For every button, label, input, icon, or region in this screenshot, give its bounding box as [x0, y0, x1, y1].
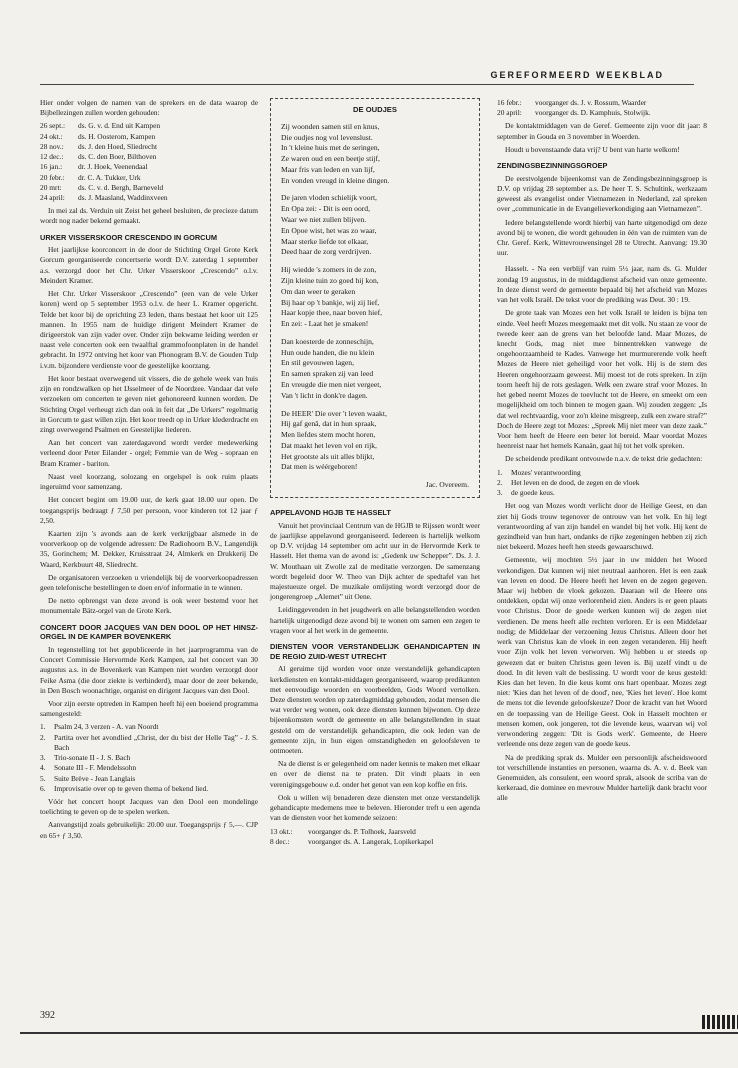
poem-line: Die oudjes nog vol levenslust.	[281, 132, 373, 142]
speaker-row: 20 febr.: dr. C. A. Tukker, Urk	[40, 172, 141, 182]
poem-line: En zei: - Laat het je smaken!	[281, 319, 369, 329]
sermon-point: 1. Mozes' verantwoording	[497, 467, 581, 477]
program-item: 5. Suite Brève - Jean Langlais	[40, 773, 136, 783]
appel-paragraph: Vanuit het provinciaal Centrum van de HGJB te Rijssen wordt weer de jaarlijkse appelavond georganiseerd. Iedereen is hartelijk welkom op D.V. vrijdag 14 september om acht uur in de Hervormde Kerk te Hasselt. Het thema van de avond is: „Gedenk uw Schepper”. Ds. J. J. W. Mouthaan uit Zwolle zal de meditatie verzorgen. De samenzang wordt begeleid door W. Theo van Dijk achter de spedtafel van het majestueuze orgel. De muzikale omlijsting wordt verzorgd door de jongerengroep „Alemet” uit Oene.	[270, 520, 480, 602]
dienst-schedule	[270, 827, 480, 847]
concert-paragraph: Voor zijn eerste optreden in Kampen heeft hij een boeiend programma samengesteld:	[40, 699, 258, 719]
hasselt-paragraph: Gemeente, wij mochten 5½ jaar in uw midden het Woord verkondigen. Dat kunnen wij niet neutraal aanhoren. Het is een zaak van leven en dood. De Heere heeft het leven en de zegen gegeven. Maar wij hebben de vloek gekozen. Daaraan wil de Heere ons ontdekken, opdat wij onze verlorenheid zien. Anders is er geen plaats voor Christus. Door de goede werken kunnen wij de zegen niet verdienen. De mens heeft alle rechten verloren. Er is een Middelaar nodig; de Middelaar der verzoening Jezus Christus. Alleen door het werk van Christus kan de vloek in een zegen veranderen. Hij heeft voor Zijn volk het leven verworven. Wij hebben u er steeds op gewezen dat er buiten Christus geen leven is. Bij uzelf vindt u de dood. In dit leven valt de beslissing. U wordt voor de keus gesteld: Kies dan het leven. In die keus komt ons hart openbaar. Mozes zegt niet: 'Kies dan het leven of de dood', nee, 'Kies het leven'. Hoe komt de mens tot die levende geloofskeuze? Door de kracht van het Woord en de toepassing van de Heilige Geest. Ook in Hasselt mochten er mensen komen, ook jongeren, tot die levende keus, waarvan wij vol verwondering zeggen: 'Dit is Gods werk'. Gemeente, de Heere verleende ons deze zegen van de goede keus.	[497, 555, 707, 749]
page-header	[40, 62, 694, 85]
hasselt-paragraph: Het oog van Mozes wordt verlicht door de Heilige Geest, en dan ziet hij Gods trouw tegenover de ontrouw van het volk. En hij legt verantwoording af van zijn handel en wandel bij het volk. Hij kent de gezindheid van hun hart, ondanks de rijke zegeningen hebben zij zich niet bekeerd. Mozes heeft hen steeds gewaarschuwd.	[497, 501, 707, 552]
schedule-row: 8 dec.: voorganger ds. A. Langerak, Lopikerkapel	[270, 836, 434, 846]
heading-zendingsbezinningsgroep: ZENDINGSBEZINNINGSGROEP	[497, 161, 608, 171]
kontakt-paragraph: Houdt u bovenstaande data vrij? U bent van harte welkom!	[505, 144, 680, 154]
hasselt-paragraph: Na de prediking sprak ds. Mulder een persoonlijk afscheidswoord tot verschillende instanties en personen, waarna ds. A. v. d. Beek van Genemuiden, als consulent, een woord sprak, alsook de scriba van de kerkeraad, die dominee en mevrouw Mulder hartelijk dank bracht voor alle	[497, 752, 707, 803]
zending-paragraph: De eerstvolgende bijeenkomst van de Zendingsbezinningsgroep is D.V. op vrijdag 28 september a.s. De heer T. S. Schultink, werkzaam geweest als evangelist onder Vietnamezen in Nederland, zal spreken over „communicatie in de Evangelieverkondiging aan Vietnamezen”.	[497, 173, 707, 214]
poem-line: Ze waren oud en een beetje stijf,	[281, 154, 380, 164]
sermon-point: 2. Het leven en de dood, de zegen en de vloek	[497, 477, 640, 487]
urker-paragraph: De organisatoren verzoeken u vriendelijk bij de voorverkoopadressen geen telefonische bestellingen te doen en/of informatie in te winnen.	[40, 572, 258, 593]
zending-paragraph: Iedere belangstellende wordt hierbij van harte uitgenodigd om deze avond bij te wonen, die wordt gehouden in één van de ruimten van de Chr. Geref. Kerk, Wittevrouwensingel 28 te Utrecht. Aanvang: 19.30 uur.	[497, 217, 707, 258]
poem-title: DE OUDJES	[353, 105, 397, 114]
poem-line: Haar kopje thee, naar boven hief,	[281, 308, 382, 318]
poem-stanza	[281, 265, 469, 330]
dienst-schedule-continued	[497, 98, 707, 118]
speaker-row: 28 nov.: ds. J. den Hoed, Sliedrecht	[40, 141, 158, 151]
poem-stanza	[281, 337, 469, 402]
poem-stanza	[281, 122, 469, 187]
schedule-row: 16 febr.: voorganger ds. J. v. Rossum, Waarder	[497, 98, 647, 107]
program-item: 6. Improvisatie over op te geven thema of bekend lied.	[40, 783, 209, 793]
heading-concert-van-den-dool: CONCERT DOOR JACQUES VAN DEN DOOL OP HET HINSZ-ORGEL IN DE KAMPER BOVENKERK	[40, 622, 258, 642]
edge-mark	[702, 1015, 738, 1029]
poem-line: Dat maakt het leven vol en rijk,	[281, 440, 377, 450]
speaker-row: 24 april: ds. J. Maasland, Waddinxveen	[40, 192, 168, 202]
poem-line: Dan koesterde de zonneschijn,	[281, 336, 374, 346]
dienst-paragraph: Ook u willen wij benaderen deze diensten met onze verstandelijk gehandicapte medemens mee te beleven. Hieronder treft u een agenda van de diensten voor het komende seizoen:	[270, 792, 480, 823]
poem-stanza	[281, 409, 469, 474]
speaker-row: 20 mrt: ds. C. v. d. Bergh, Barneveld	[40, 182, 164, 192]
column-left	[40, 98, 258, 844]
speaker-row: 26 sept.: ds. G. v. d. End uit Kampen	[40, 121, 161, 131]
program-item: 4. Sonate III - F. Mendelssohn	[40, 763, 137, 773]
bottom-rule	[20, 1032, 738, 1034]
poem-line: En Opoe wist, het was zo waar,	[281, 225, 377, 235]
hasselt-paragraph: De grote taak van Mozes een het volk Israël te leiden is bijna ten einde. Veel heeft Mozes meegemaakt met dit volk. Nu staan ze voor de tweede keer aan de grens van het beloofde land. Maar Mozes, de knecht Gods, mag niet mee binnentrekken vanwege de ongehoorzaamheid te Kades. Vanwege het murmurerende volk heeft Mozes de Heere niet geheiligd voor het volk. Hij is de stem des Heeren ongehoorzaam geweest. Mij moest tot de rots spreken. In zijn toorn heeft hij de rots geslagen. Welk een zware straf voor Mozes. In het gebed neemt Mozes de toevlucht tot de Heere, en smeekt om een mogelijkheid om toch binnen te mogen gaan. Wij zouden zeggen: „Is dat wel rechtvaardig, voor zo'n kleine misgreep, zulk een zware straf?” Doch de Heere zegt tot Mozes: „Spreek Mij niet meer van deze zaak.” Voor hem heeft de Heere een beter lot bereid. Maar voordat Mozes heenreist naar het hemels Kanaän, gaat hij tot het volk spreken.	[497, 308, 708, 451]
speaker-list	[40, 121, 258, 203]
speaker-row: 16 jan.: dr. J. Hoek, Veenendaal	[40, 162, 148, 172]
poem-box	[270, 98, 480, 498]
program-item: 2. Partita over het avondlied „Christ, der du bist der Helle Tag” - J. S. Bach	[40, 732, 258, 752]
poem-line: Zij woonden samen stil en knus,	[281, 121, 380, 131]
poem-line: De jaren vloden schielijk voort,	[281, 193, 377, 203]
urker-paragraph: Het concert begint om 19.00 uur, de kerk gaat 18.00 uur open. De toegangsprijs bedraagt ƒ 7,50 per persoon, voor kinderen tot 12 jaar ƒ 2,50.	[40, 495, 258, 525]
bijbellezingen-intro: Hier onder volgen de namen van de sprekers en de data waarop de Bijbellezingen zullen worden gehouden:	[40, 98, 258, 118]
urker-paragraph: Naast veel koorzang, solozang en orgelspel is ook ruim plaats ingeruimd voor samenzang.	[40, 471, 258, 492]
poem-line: Dat men is wéérgeboren!	[281, 462, 358, 472]
kontakt-paragraph: De kontaktmiddagen van de Geref. Gemeente zijn voor dit jaar: 8 september in Gouda en 3 november in Woerden.	[497, 121, 707, 141]
poem-line: Men liefdes stem mocht horen,	[281, 430, 376, 440]
program-item: 1. Psalm 24, 3 verzen - A. van Noordt	[40, 722, 159, 732]
urker-paragraph: Het koor bestaat overwegend uit vissers, die de gehele week van huis zijn en rondzwalken op het IJsselmeer of de Noordzee. Vandaar dat vele verzoeken om concerten te geven niet gehonoreerd kunnen worden. De Stichting Orgel verheugt zich dan ook in feit dat „De Urkers” regelmatig in Gorcum te gast willen zijn. Het koor treedt op in Urker klederdracht en zingt overwegend Psalmen en Geestelijke liederen.	[40, 373, 258, 434]
poem-line: Deed haar de zorg verdrijven.	[281, 247, 372, 257]
poem-line: Maar sterke liefde tot elkaar,	[281, 236, 369, 246]
poem-line: Zijn kleine tuin zo goed hij kon,	[281, 275, 379, 285]
poem-line: Hij gaf genâ, dat in hun spraak,	[281, 419, 377, 429]
bijbellezingen-outro: In mei zal ds. Verduin uit Zeist het geheel besluiten, de precieze datum wordt nog nader bekend gemaakt.	[40, 206, 258, 226]
page-number: 392	[40, 1010, 55, 1021]
poem-line: Om dan weer te geraken	[281, 286, 356, 296]
poem-line: En samen spraken zij van leed	[281, 369, 374, 379]
dienst-paragraph: Al geruime tijd worden voor onze verstandelijk gehandicapten kerkdiensten en kontakt-middagen georganiseerd, waarop predikanten met eenvoudige woorden en voorbeelden, Gods Woord vertolken. Deze diensten worden op zaterdagmiddag gehouden, zodat mensen die wat verder weg wonen, ook deze diensten kunnen bijwonen. Op deze bijeenkomsten wordt de gemeente en alle belangstellenden in staat gesteld om de verstandelijk gehandicapten, die ook leden van de gemeente zijn, in hun eigen omstandigheden en geloofsleven te ontmoeten.	[270, 664, 480, 756]
column-right	[497, 98, 707, 807]
sermon-point: 3. de goede keus.	[497, 488, 555, 498]
urker-paragraph: Aan het concert van zaterdagavond wordt verder medewerking verleend door Peter Eilander - orgel; Femmie van de Weg - sopraan en Bram Kramer - bariton.	[40, 438, 258, 468]
concert-program-list	[40, 722, 258, 794]
poem-line: De HEER' Die over 't leven waakt,	[281, 408, 387, 418]
poem-line: Waar we niet zullen blijven.	[281, 215, 367, 225]
heading-urker-visserskoor: URKER VISSERSKOOR CRESCENDO IN GORCUM	[40, 232, 217, 242]
appel-paragraph: Leidinggevenden in het jeugdwerk en alle belangstellenden worden hartelijk uitgenodigd deze avond bij te wonen om samen een zegen te vragen voor al het werk in de gemeente.	[270, 605, 480, 635]
urker-paragraph: Kaarten zijn 's avonds aan de kerk verkrijgbaar alsmede in de voorverkoop op de volgende adressen: De Radiohoorn B.V., Langendijk 35, Gorinchem; M. Dekker, Kruisstraat 24, Almkerk en Drukkerij De Waard, Kerkbuurt 48, Sliedrecht.	[40, 528, 258, 569]
concert-paragraph: Aanvangstijd zoals gebruikelijk: 20.00 uur. Toegangsprijs ƒ 5,—. CJP en 65+ ƒ 3,50.	[40, 820, 258, 840]
poem-line: En vreugde die men niet vergeet,	[281, 379, 382, 389]
poem-line: Het grootste als uit alles blijkt,	[281, 451, 375, 461]
hasselt-paragraph: De scheidende predikant ontvouwde n.a.v. de tekst drie gedachten:	[505, 454, 703, 464]
schedule-row: 20 april: voorganger ds. D. Kamphuis, Stolwijk.	[497, 108, 651, 118]
poem-line: Van 't licht in donk're dagen.	[281, 390, 368, 400]
heading-appelavond: APPELAVOND HGJB TE HASSELT	[270, 508, 391, 517]
masthead: GEREFORMEERD WEEKBLAD	[490, 70, 664, 80]
poem-author: Jac. Overeem.	[425, 480, 469, 490]
program-item: 3. Trio-sonate II - J. S. Bach	[40, 753, 131, 763]
poem-line: En Opa zei: - Dit is een oord,	[281, 204, 370, 214]
sermon-points	[497, 468, 707, 499]
poem-line: Hun oude handen, die nu klein	[281, 347, 375, 357]
poem-line: Bij haar op 't bankje, wij zij lief,	[281, 297, 380, 307]
hasselt-paragraph: Hasselt. - Na een verblijf van ruim 5½ jaar, nam ds. G. Mulder zondag 19 augustus, in de middagdienst afscheid van onze gemeente. In deze dienst werd de gemeente bepaald bij het afscheid van Mozes van het volk Israël. De tekst voor de prediking was Deut. 30 : 19.	[497, 264, 707, 305]
poem-line: Hij wiedde 's zomers in de zon,	[281, 265, 377, 275]
poem-stanza	[281, 193, 469, 258]
concert-paragraph: In tegenstelling tot het gepubliceerde in het jaarprogramma van de Concert Commissie Hervormde Kerk Kampen, zal het concert van 30 augustus a.s. in de Bovenkerk van Kampen niet worden verzorgd door Feike Asma (die door ziekte is verhinderd), maar door de zeer bekende, in Den Bosch woonachtige, organist en dirigent Jacques van den Dool.	[40, 644, 258, 695]
poem-line: En stil gevouwen lagen,	[281, 358, 354, 368]
heading-diensten-gehandicapten: DIENSTEN VOOR VERSTANDELIJK GEHANDICAPTEN IN DE REGIO ZUID-WEST UTRECHT	[270, 642, 480, 661]
schedule-row: 13 okt.: voorganger ds. P. Tolhoek, Jaarsveld	[270, 826, 416, 836]
urker-paragraph: Het Chr. Urker Visserskoor „Crescendo” (een van de vele Urker koren) werd op 5 september 1953 o.l.v. de heer L. Kramer opgericht. Telde het koor bij de oprichting 23 leden, thans bestaat het koor uit 125 mannen. In 1955 nam de huidige dirigent Meindert Kramer de dirigeerstok van zijn vader over. Onder zijn bekwame leiding werden er naast vele concerten ook een twaalftal grammofoonplaten in de handel gebracht. In 1972 ontving het koor van Phonogram B.V. de Gouden Tulp i.v.m. bijzondere verdienste voor de geestelijke koorzang.	[40, 289, 258, 370]
concert-paragraph: Vóór het concert hoopt Jacques van den Dool een mondelinge toelichting te geven op de te spelen werken.	[40, 797, 258, 817]
poem-line: Maar fris van leden en van lijf,	[281, 164, 375, 174]
column-middle	[270, 98, 480, 850]
speaker-row: 24 okt.: ds. H. Oosterom, Kampen	[40, 131, 156, 141]
poem-line: In 't kleine huis met de seringen,	[281, 143, 380, 153]
speaker-row: 12 dec.: ds. C. den Boer, Bilthoven	[40, 152, 157, 162]
dienst-paragraph: Na de dienst is er gelegenheid om nader kennis te maken met elkaar en over de dienst na te praten. Dit vindt plaats in een verenigingsgebouw e.d. onder het genot van een kop koffie en fris.	[270, 759, 480, 789]
urker-paragraph: De netto opbrengst van deze avond is ook weer bestemd voor het monumentale Bätz-orgel van de Grote Kerk.	[40, 596, 258, 616]
poem-line: En vonden vreugd in kleine dingen.	[281, 175, 390, 185]
urker-paragraph: Het jaarlijkse koorconcert in de door de Stichting Orgel Grote Kerk Gorcum georganiseerde concertserie wordt D.V. zaterdag 1 september a.s. verzorgd door het Chr. Urker Visserskoor „Crescendo” o.l.v. Meindert Kramer.	[40, 245, 258, 285]
